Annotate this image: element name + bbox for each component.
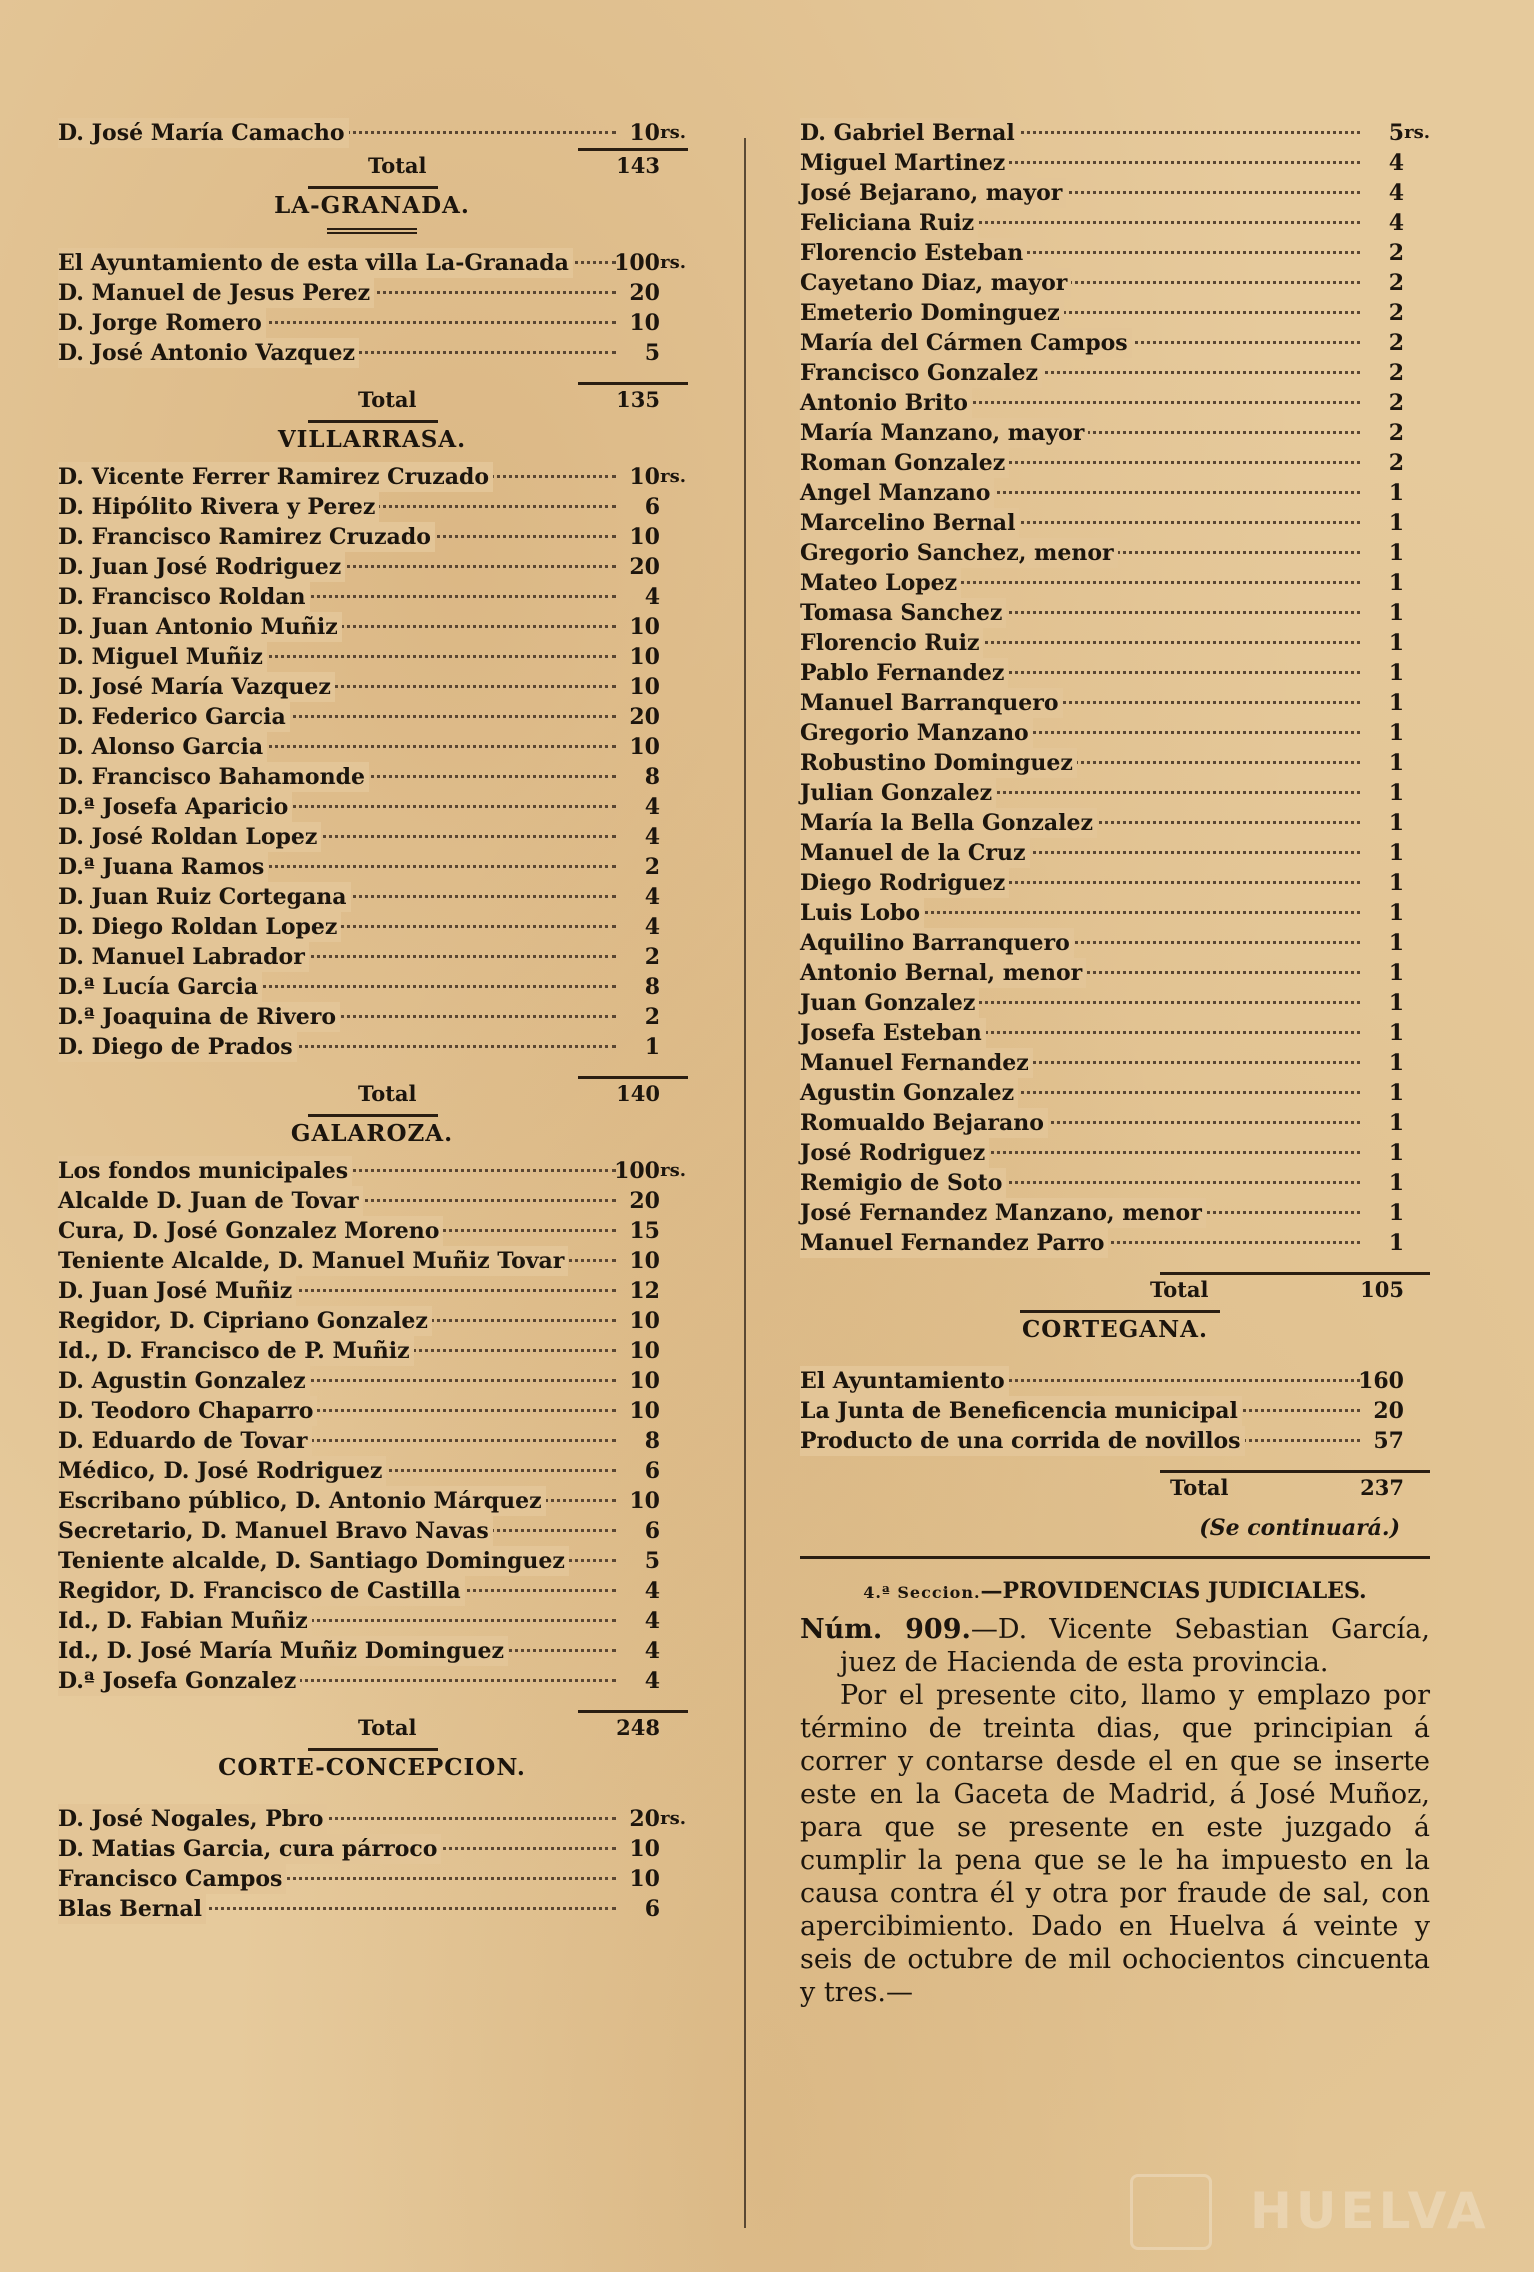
list-item: Josefa Esteban 1 [800,1020,1404,1046]
list-item: D. Teodoro Chaparro 10 [58,1398,660,1424]
list-item: D. José Antonio Vazquez 5 [58,340,660,366]
list-item: Tomasa Sanchez 1 [800,600,1404,626]
cortegana-list [800,1366,1430,1456]
list-item: Manuel Fernandez 1 [800,1050,1404,1076]
list-item: Antonio Brito 2 [800,390,1404,416]
list-item: D. Miguel Muñiz 10 [58,644,660,670]
list-item: D. Juan José Muñiz 12 [58,1278,660,1304]
list-item: Manuel Fernandez Parro 1 [800,1230,1404,1256]
list-item: Producto de una corrida de novillos 57 [800,1428,1404,1454]
list-item: Gregorio Manzano 1 [800,720,1404,746]
list-item: D. Gabriel Bernal 5 rs. [800,120,1430,146]
list-item: Miguel Martinez 4 [800,150,1404,176]
section-title-galaroza: GALAROZA. [58,1112,686,1156]
galaroza-list [58,1156,686,1696]
list-item: Francisco Campos 10 [58,1866,660,1892]
right-column [800,118,1430,2009]
list-item: Juan Gonzalez 1 [800,990,1404,1016]
section-title-la-granada: LA-GRANADA. [58,184,686,228]
left-column [58,118,686,1924]
list-item: D. Diego Roldan Lopez 4 [58,914,660,940]
list-item: D. Jorge Romero 10 [58,310,660,336]
list-item: Escribano público, D. Antonio Márquez 10 [58,1488,660,1514]
list-item: D. José Roldan Lopez 4 [58,824,660,850]
list-item: Aquilino Barranquero 1 [800,930,1404,956]
list-item: D. Eduardo de Tovar 8 [58,1428,660,1454]
list-item: D. Federico Garcia 20 [58,704,660,730]
list-item: Id., D. Fabian Muñiz 4 [58,1608,660,1634]
list-item: El Ayuntamiento de esta villa La-Granada 100 rs. [58,250,686,276]
list-item: Regidor, D. Francisco de Castilla 4 [58,1578,660,1604]
list-item: Médico, D. José Rodriguez 6 [58,1458,660,1484]
section-total: Total 140 [58,1076,686,1112]
section-total: Total 143 [58,148,686,184]
list-item: D. José María Vazquez 10 [58,674,660,700]
list-item: Pablo Fernandez 1 [800,660,1404,686]
section-total: Total 105 [800,1272,1430,1308]
list-item: Emeterio Dominguez 2 [800,300,1404,326]
list-item: Regidor, D. Cipriano Gonzalez 10 [58,1308,660,1334]
list-item: Robustino Dominguez 1 [800,750,1404,776]
list-item: D. Francisco Roldan 4 [58,584,660,610]
list-item: Mateo Lopez 1 [800,570,1404,596]
list-item: Marcelino Bernal 1 [800,510,1404,536]
contributor-list [800,118,1430,1258]
list-item: Romualdo Bejarano 1 [800,1110,1404,1136]
list-item: María Manzano, mayor 2 [800,420,1404,446]
section-total: Total 135 [58,382,686,418]
list-item: José Bejarano, mayor 4 [800,180,1404,206]
list-item: D. José María Camacho 10 rs. [58,120,686,146]
list-item: Secretario, D. Manuel Bravo Navas 6 [58,1518,660,1544]
list-item: Florencio Ruiz 1 [800,630,1404,656]
list-item: Teniente alcalde, D. Santiago Dominguez 5 [58,1548,660,1574]
section-total: Total 248 [58,1710,686,1746]
list-item: D.ª Josefa Gonzalez 4 [58,1668,660,1694]
list-item: Agustin Gonzalez 1 [800,1080,1404,1106]
list-item: D.ª Lucía Garcia 8 [58,974,660,1000]
villarrasa-list [58,462,686,1062]
list-item: Blas Bernal 6 [58,1896,660,1922]
list-item: Florencio Esteban 2 [800,240,1404,266]
list-item: Manuel de la Cruz 1 [800,840,1404,866]
list-item: María la Bella Gonzalez 1 [800,810,1404,836]
list-item: Roman Gonzalez 2 [800,450,1404,476]
list-item: D.ª Josefa Aparicio 4 [58,794,660,820]
list-item: Teniente Alcalde, D. Manuel Muñiz Tovar 10 [58,1248,660,1274]
continued-note: (Se continuará.) [1199,1515,1400,1541]
list-item: Angel Manzano 1 [800,480,1404,506]
list-item: D. Francisco Ramirez Cruzado 10 [58,524,660,550]
list-item: D. Matias Garcia, cura párroco 10 [58,1836,660,1862]
list-item: Id., D. José María Muñiz Dominguez 4 [58,1638,660,1664]
list-item: D. Alonso Garcia 10 [58,734,660,760]
judicial-notice: Núm. 909.—D. Vicente Sebastian García, juez de Hacienda de esta provincia. Por el presente cito, llamo y emplazo por término de treinta dias, que principian á correr y contarse desde el en que se inserte este en la Gaceta de Madrid, á José Muñoz, para que se presente en este juzgado á cumplir la pena que se le ha impuesto en la causa contra él y otra por fraude de sal, con apercibimiento. Dado en Huelva á veinte y seis de octubre de mil ochocientos cincuenta y tres.— [800,1614,1430,2008]
list-item: Cayetano Diaz, mayor 2 [800,270,1404,296]
list-item: Francisco Gonzalez 2 [800,360,1404,386]
section-heading: 4.ª Seccion.—PROVIDENCIAS JUDICIALES. [863,1578,1367,1604]
list-item: José Fernandez Manzano, menor 1 [800,1200,1404,1226]
list-item: Julian Gonzalez 1 [800,780,1404,806]
list-item: Diego Rodriguez 1 [800,870,1404,896]
list-item: La Junta de Beneficencia municipal 20 [800,1398,1404,1424]
column-divider [744,138,746,2228]
list-item: D. Agustin Gonzalez 10 [58,1368,660,1394]
list-item: D. Francisco Bahamonde 8 [58,764,660,790]
list-item: Los fondos municipales 100 rs. [58,1158,686,1184]
list-item: José Rodriguez 1 [800,1140,1404,1166]
list-item: Gregorio Sanchez, menor 1 [800,540,1404,566]
section-title-cortegana: CORTEGANA. [800,1308,1430,1352]
list-item: D.ª Joaquina de Rivero 2 [58,1004,660,1030]
list-item: El Ayuntamiento 160 [800,1368,1404,1394]
list-item: D. José Nogales, Pbro 20 rs. [58,1806,686,1832]
list-item: Manuel Barranquero 1 [800,690,1404,716]
list-item: Id., D. Francisco de P. Muñiz 10 [58,1338,660,1364]
archive-watermark: HUELVA [1130,2170,1460,2250]
list-item: D. Vicente Ferrer Ramirez Cruzado 10 rs. [58,464,686,490]
list-item: D. Diego de Prados 1 [58,1034,660,1060]
section-title-villarrasa: VILLARRASA. [58,418,686,462]
list-item: D.ª Juana Ramos 2 [58,854,660,880]
section-rule [800,1556,1430,1559]
list-item: D. Hipólito Rivera y Perez 6 [58,494,660,520]
list-item: María del Cármen Campos 2 [800,330,1404,356]
la-granada-list [58,248,686,368]
list-item: Antonio Bernal, menor 1 [800,960,1404,986]
list-item: D. Manuel de Jesus Perez 20 [58,280,660,306]
list-item: Remigio de Soto 1 [800,1170,1404,1196]
seal-icon [1130,2174,1212,2250]
list-item: D. Juan José Rodriguez 20 [58,554,660,580]
section-title-corte-concepcion: CORTE-CONCEPCION. [58,1746,686,1790]
list-item: Cura, D. José Gonzalez Moreno 15 [58,1218,660,1244]
section-total: Total 237 [800,1470,1430,1506]
corte-concepcion-list [58,1804,686,1924]
list-item: Alcalde D. Juan de Tovar 20 [58,1188,660,1214]
list-item: Feliciana Ruiz 4 [800,210,1404,236]
list-item: D. Juan Ruiz Cortegana 4 [58,884,660,910]
list-item: D. Manuel Labrador 2 [58,944,660,970]
list-item: Luis Lobo 1 [800,900,1404,926]
list-item: D. Juan Antonio Muñiz 10 [58,614,660,640]
